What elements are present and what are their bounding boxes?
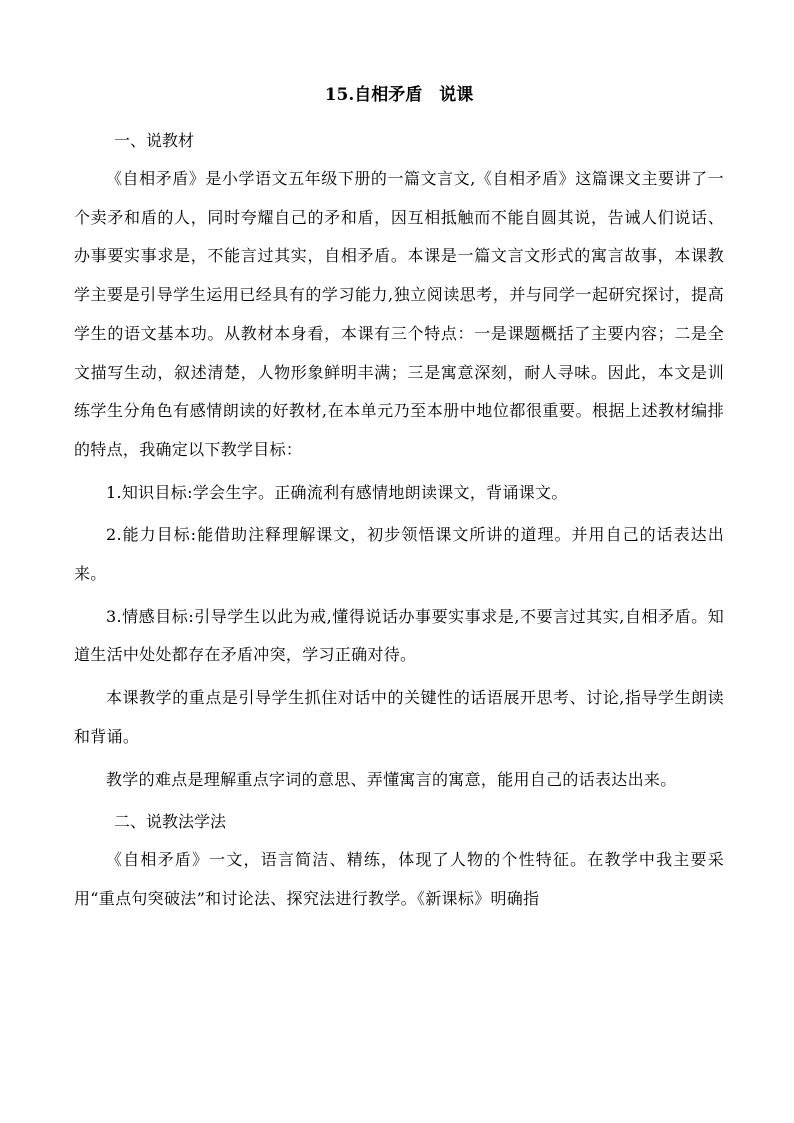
textbook-paragraph: 《自相矛盾》是小学语文五年级下册的一篇文言文,《自相矛盾》这篇课文主要讲了一个卖矛和盾的人，同时夸耀自己的矛和盾，因互相抵触而不能自圆其说，告诫人们说话、办事要实事求是，不能言过其实，自相矛盾。本课是一篇文言文形式的寓言故事，本课教学主要是引导学生运用已经具有的学习能力,独立阅读思考，并与同学一起研究探讨，提高学生的语文基本功。从教材本身看，本课有三个特点：一是课题概括了主要内容；二是全文描写生动，叙述清楚，人物形象鲜明丰满；三是寓意深刻，耐人寻味。因此，本文是训练学生分角色有感情朗读的好教材,在本单元乃至本册中地位都很重要。根据上述教材编排的特点，我确定以下教学目标：	[74, 169, 724, 459]
document-title: 15.自相矛盾 说课	[324, 85, 474, 105]
difficulty-paragraph: 教学的难点是理解重点字词的意思、弄懂寓言的寓意，能用自己的话表达出来。	[106, 769, 677, 789]
section-heading-methods: 二、说教法学法	[114, 812, 227, 832]
document-page	[74, 78, 724, 923]
goal-ability: 2.能力目标:能借助注释理解课文，初步领悟课文所讲的道理。并用自己的话表达出来。	[74, 525, 724, 584]
methods-paragraph: 《自相矛盾》一文，语言简洁、精练，体现了人物的个性特征。在教学中我主要采用“重点句突破法”和讨论法、探究法进行教学。《新课标》明确指	[74, 850, 724, 908]
key-point-paragraph: 本课教学的重点是引导学生抓住对话中的关键性的话语展开思考、讨论,指导学生朗读和背诵。	[74, 688, 724, 746]
goal-knowledge: 1.知识目标:学会生字。正确流利有感情地朗读课文，背诵课文。	[106, 482, 568, 502]
goal-emotion: 3.情感目标:引导学生以此为戒,懂得说话办事要实事求是,不要言过其实,自相矛盾。知道生活中处处都存在矛盾冲突，学习正确对待。	[74, 606, 724, 665]
section-heading-textbook: 一、说教材	[114, 131, 195, 150]
